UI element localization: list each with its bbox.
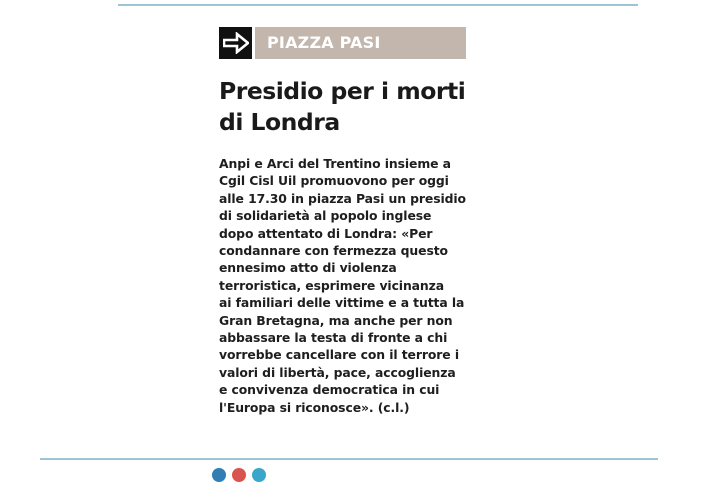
body-line: valori di libertà, pace, accoglienza (219, 364, 456, 380)
body-line: Gran Bretagna, ma anche per non (219, 312, 453, 328)
body-line: ai familiari delle vittime e a tutta la (219, 295, 465, 311)
article (219, 27, 466, 416)
body-line: dopo attentato di Londra: «Per (219, 225, 433, 241)
body-line: Anpi e Arci del Trentino insieme a (219, 156, 451, 171)
body-line: e convivenza democratica in cui (219, 382, 440, 398)
body-line: alle 17.30 in piazza Pasi un presidio (219, 190, 466, 206)
section-label: PIAZZA PASI (255, 27, 466, 59)
headline (219, 76, 466, 138)
headline-line-1: Presidio per i morti (219, 77, 466, 105)
body-line: l'Europa si riconosce». (c.l.) (219, 399, 410, 415)
share-facebook-icon[interactable] (212, 468, 226, 482)
footer-toolbar (120, 469, 590, 481)
article-body (219, 155, 466, 416)
body-line: Cgil Cisl Uil promuovono per oggi (219, 173, 449, 189)
section-kicker (219, 27, 466, 59)
body-line: vorrebbe cancellare con il terrore i (219, 347, 459, 363)
body-line: abbassare la testa di fronte a chi (219, 330, 448, 346)
bottom-divider (40, 458, 658, 460)
share-google-icon[interactable] (232, 468, 246, 482)
headline-line-2: di Londra (219, 108, 340, 136)
top-divider (118, 4, 638, 6)
body-line: di solidarietà al popolo inglese (219, 208, 432, 224)
body-line: condannare con fermezza questo (219, 243, 448, 259)
arrow-right-icon (219, 27, 252, 59)
share-twitter-icon[interactable] (252, 468, 266, 482)
body-line: terroristica, esprimere vicinanza (219, 277, 445, 293)
body-line: ennesimo atto di violenza (219, 260, 397, 276)
